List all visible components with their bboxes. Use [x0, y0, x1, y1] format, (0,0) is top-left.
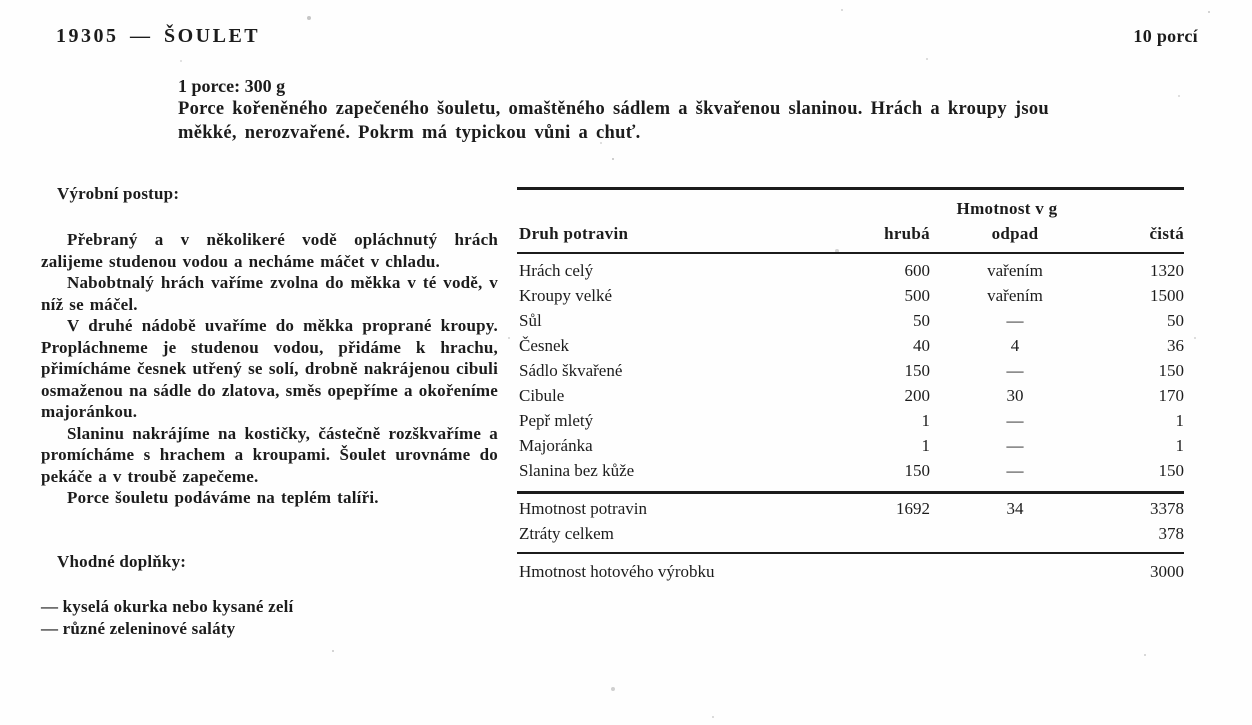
gross-weight: 150 — [904, 361, 930, 380]
net-weight: 1 — [1175, 436, 1184, 455]
ingredients-table — [517, 187, 1184, 584]
gross-weight: 200 — [904, 386, 930, 405]
column-header: odpad — [991, 224, 1039, 243]
gross-total — [735, 521, 930, 546]
waste-total — [930, 521, 1100, 546]
description-line: Porce kořeněného zapečeného šouletu, omaštěného sádlem a škvařenou slaninou. Hrách a kroupy jsou — [178, 99, 1049, 119]
waste-value: vařením — [987, 261, 1043, 280]
ingredient-name: Kroupy velké — [519, 286, 613, 305]
table-summary — [517, 491, 1184, 554]
waste-value: — — [1006, 311, 1024, 330]
ingredient-name: Majoránka — [519, 436, 593, 455]
recipe-code-title: 19305 — ŠOULET — [56, 25, 261, 47]
description-line: měkké, nerozvařené. Pokrm má typickou vůni a chuť. — [178, 122, 641, 143]
final-weight: 3000 — [1150, 562, 1184, 581]
table-row — [517, 283, 1184, 308]
gross-weight: 40 — [913, 336, 930, 355]
waste-value: — — [1006, 461, 1024, 480]
ingredient-name: Sůl — [519, 311, 542, 330]
gross-weight: 600 — [904, 261, 930, 280]
table-row — [517, 333, 1184, 358]
net-total: 3378 — [1150, 499, 1184, 518]
table-row — [517, 308, 1184, 333]
table-row — [517, 383, 1184, 408]
column-header: čistá — [1149, 224, 1184, 243]
procedure-paragraph: Nabobtnalý hrách vaříme zvolna do měkka v té vodě, v níž se máčel. — [41, 273, 498, 314]
column-header: Druh potravin — [519, 224, 629, 243]
procedure-paragraph: Porce šouletu podáváme na teplém talíři. — [67, 488, 379, 507]
supplements-heading: Vhodné doplňky: — [57, 551, 187, 571]
procedure-paragraphs — [41, 229, 498, 509]
gross-weight: 50 — [913, 311, 930, 330]
procedure-paragraph: Slaninu nakrájíme na kostičky, částečně rozškvaříme a promícháme s hrachem a kroupami. Šoulet urovnáme do pekáče a v troubě zapečeme. — [41, 423, 498, 486]
waste-value: — — [1006, 361, 1024, 380]
waste-value: 4 — [1010, 336, 1020, 355]
table-group-header-row — [517, 197, 1184, 221]
net-weight: 1 — [1175, 411, 1184, 430]
waste-value: 30 — [1006, 386, 1024, 405]
gross-weight: 500 — [904, 286, 930, 305]
net-weight: 150 — [1158, 361, 1184, 380]
ingredient-name: Hrách celý — [519, 261, 594, 280]
table-row — [517, 258, 1184, 283]
net-weight: 1320 — [1150, 261, 1184, 280]
table-row — [517, 358, 1184, 383]
table-final-row — [517, 554, 1184, 584]
supplements-list — [41, 596, 498, 641]
procedure-heading: Výrobní postup: — [57, 184, 180, 203]
table-row — [517, 458, 1184, 483]
gross-weight: 150 — [904, 461, 930, 480]
summary-row — [517, 521, 1184, 546]
procedure-paragraph: Přebraný a v několikeré vodě opláchnutý hrách zalijeme studenou vodou a necháme máčet v chladu. — [41, 230, 498, 271]
net-weight: 36 — [1167, 336, 1184, 355]
table-row — [517, 408, 1184, 433]
gross-weight: 1 — [921, 411, 930, 430]
waste-value: — — [1006, 436, 1024, 455]
net-weight: 1500 — [1150, 286, 1184, 305]
ingredient-name: Česnek — [519, 336, 570, 355]
column-header: hrubá — [884, 224, 930, 243]
portions-count: 10 porcí — [1133, 26, 1198, 46]
summary-label: Hmotnost potravin — [519, 499, 647, 518]
gross-weight: 1 — [921, 436, 930, 455]
net-weight: 50 — [1167, 311, 1184, 330]
summary-label: Ztráty celkem — [519, 524, 614, 543]
waste-value: — — [1006, 411, 1024, 430]
document-header — [56, 25, 1198, 48]
intro-block — [178, 74, 1218, 145]
net-weight: 150 — [1158, 461, 1184, 480]
table-column-headers — [517, 221, 1184, 247]
portion-size: 1 porce: 300 g — [178, 76, 286, 96]
scan-noise-specks — [0, 0, 2, 2]
table-body — [517, 254, 1184, 491]
left-column — [41, 183, 498, 641]
ingredient-name: Cibule — [519, 386, 565, 405]
ingredient-name: Slanina bez kůže — [519, 461, 635, 480]
ingredient-name: Pepř mletý — [519, 411, 594, 430]
table-row — [517, 433, 1184, 458]
waste-total: 34 — [1006, 499, 1024, 518]
supplement-item: — kyselá okurka nebo kysané zelí — [41, 596, 294, 616]
final-label: Hmotnost hotového výrobku — [519, 562, 715, 581]
losses-total: 378 — [1158, 524, 1184, 543]
net-weight: 170 — [1158, 386, 1184, 405]
supplement-item: — různé zeleninové saláty — [41, 619, 236, 638]
table-header — [517, 187, 1184, 254]
waste-value: vařením — [987, 286, 1043, 305]
group-header-label: Hmotnost v g — [956, 199, 1058, 218]
procedure-paragraph: V druhé nádobě uvaříme do měkka proprané kroupy. Propláchneme je studenou vodou, přidáme k hrachu, přimícháme česnek utřený se solí, drobně nakrájenou cibuli osmaženou na sádle do zlatova, směs opepříme a okořeníme majoránkou. — [41, 316, 498, 421]
ingredient-name: Sádlo škvařené — [519, 361, 623, 380]
summary-row — [517, 496, 1184, 521]
gross-total: 1692 — [896, 499, 930, 518]
